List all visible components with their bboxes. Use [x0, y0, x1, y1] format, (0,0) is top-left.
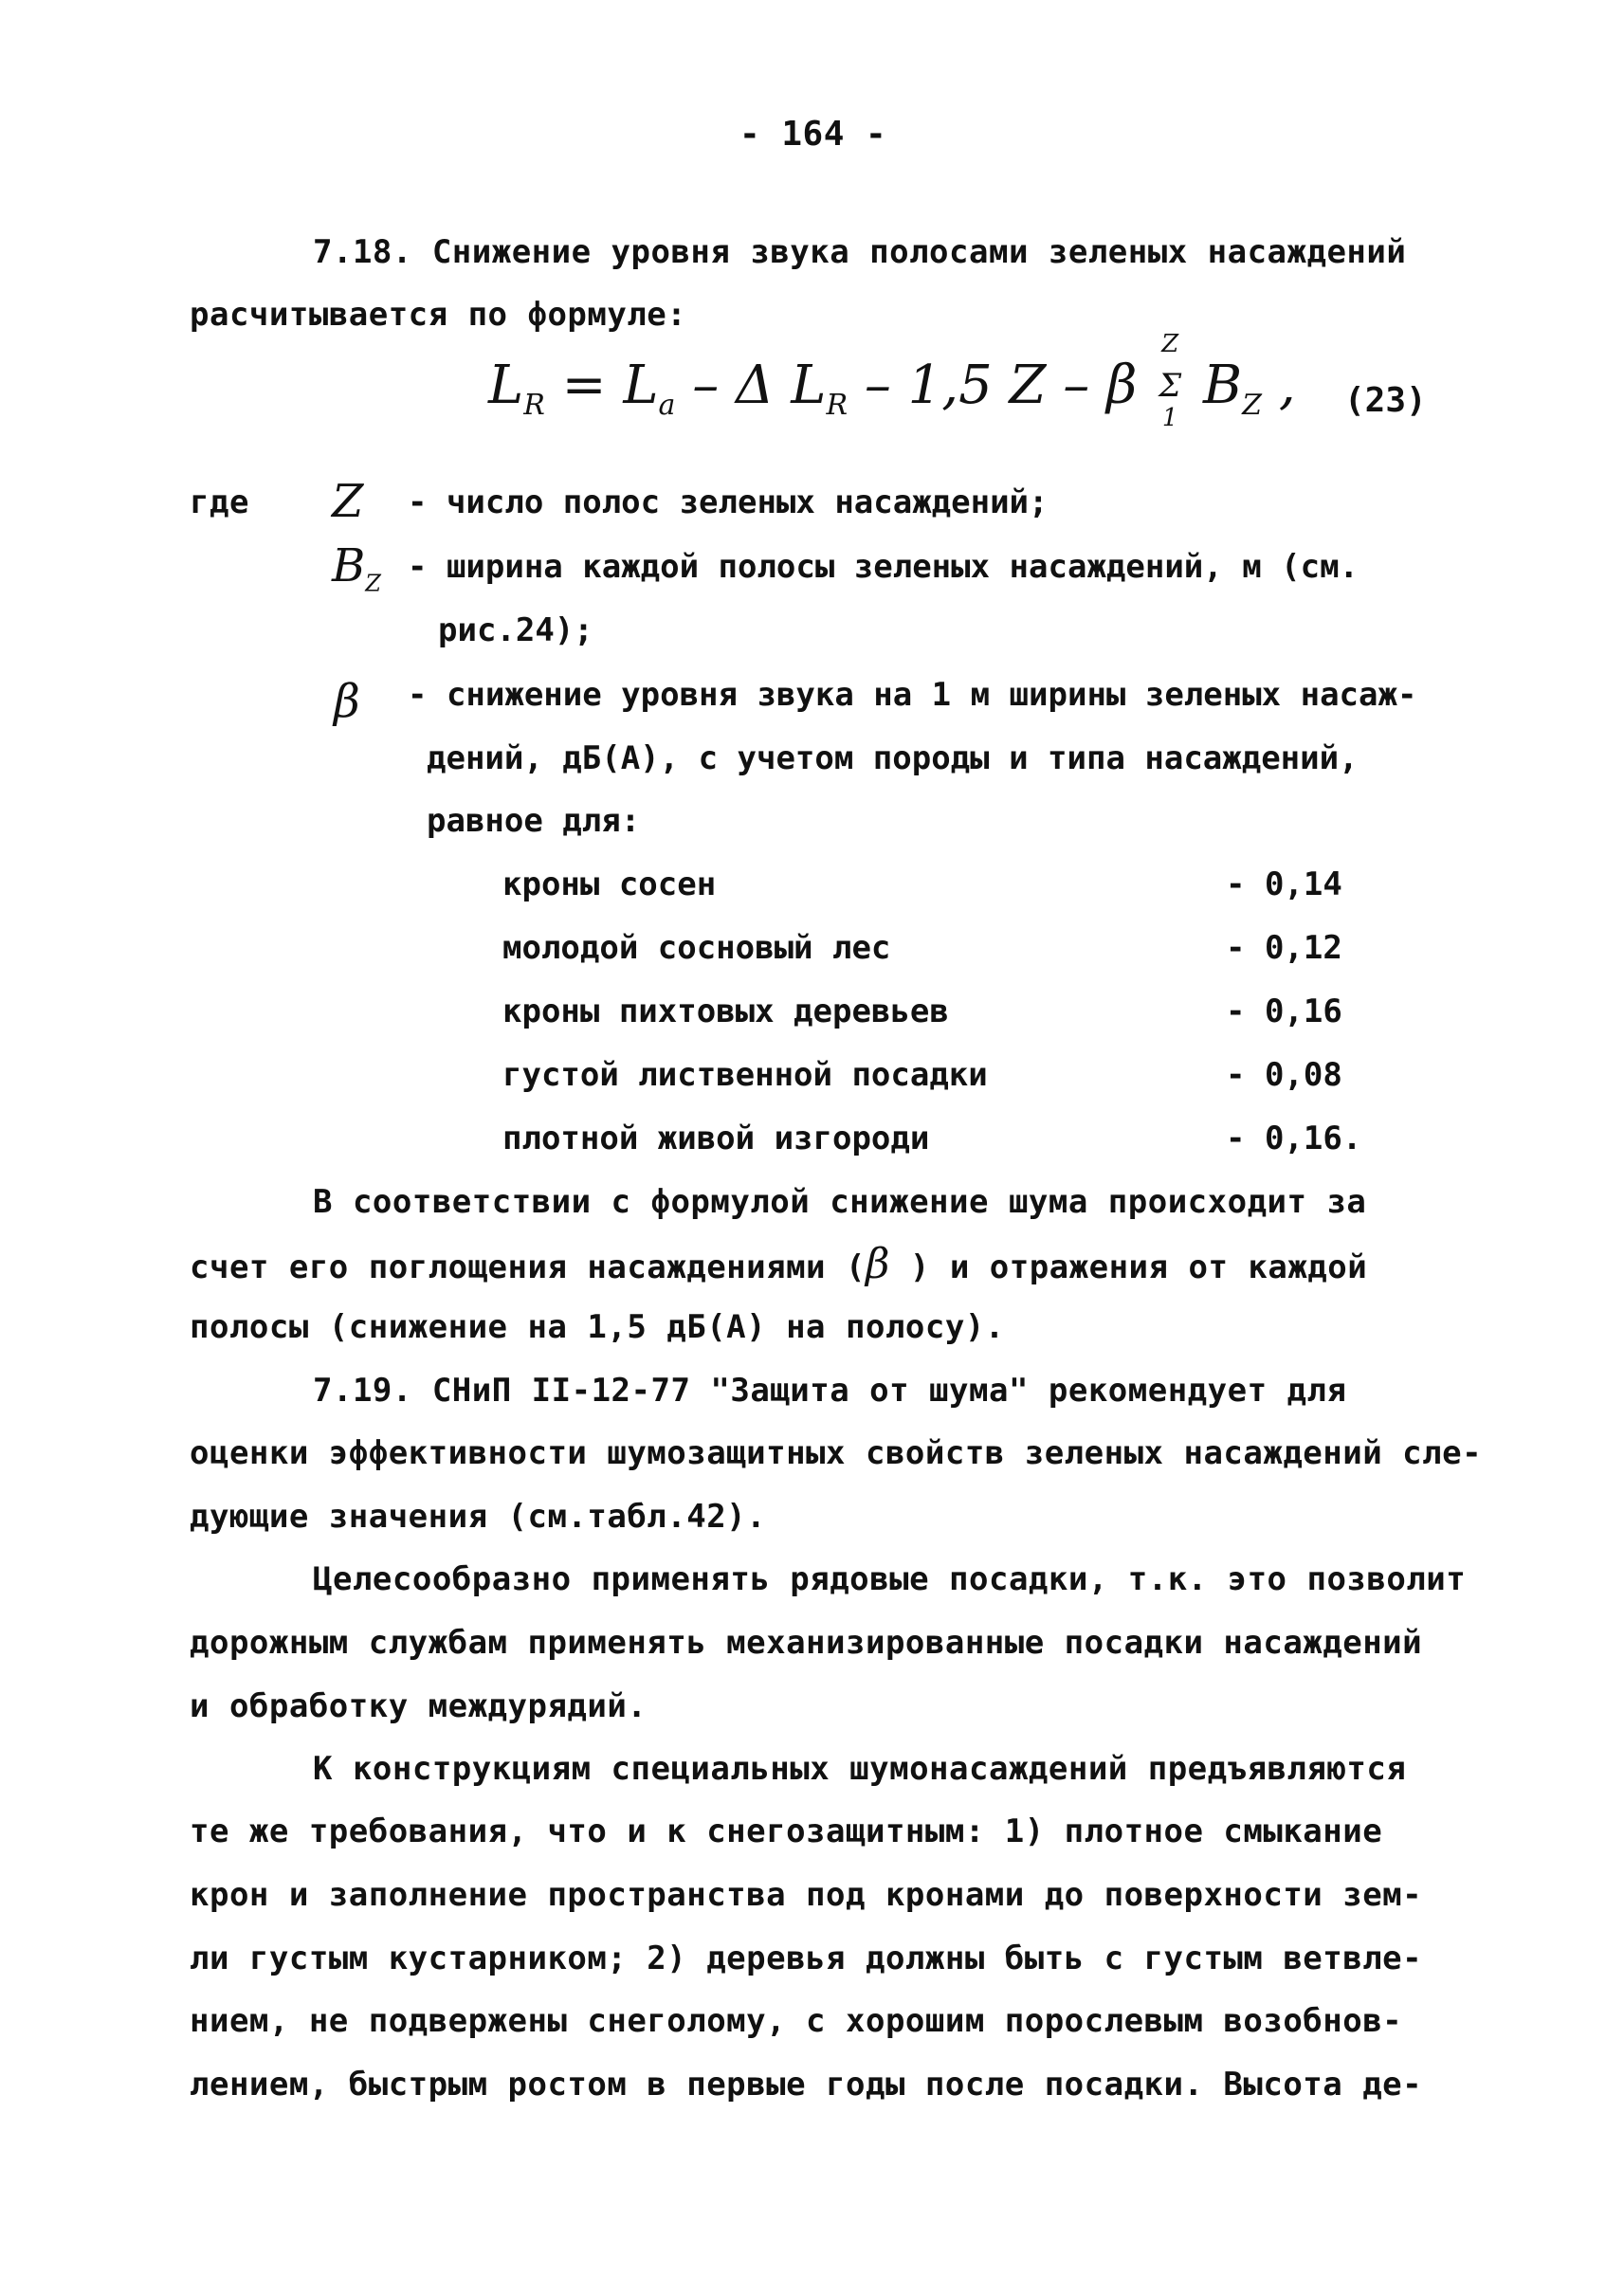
accordance-line-2 [190, 1240, 1368, 1288]
formula-delta-part: – Δ L [675, 355, 827, 416]
page-number: - 164 - [739, 115, 887, 154]
formula-end: , [1262, 355, 1296, 416]
constructions-line-4: ли густым кустарником; 2) деревья должны быть с густым ветвле- [190, 1940, 1423, 1977]
where-label: где [190, 483, 249, 521]
formula-sum-bottom: 1 [1161, 403, 1178, 432]
section-7-18-line-2: расчитывается по формуле: [190, 296, 687, 334]
formula-b-sub: Z [1242, 389, 1263, 423]
rows-line-1: Целесообразно применять рядовые посадки, т.к. это позволит [313, 1560, 1467, 1598]
rows-line-3: и обработку междурядий. [190, 1687, 648, 1725]
section-7-19-line-3: дующие значения (см.табл.42). [190, 1498, 767, 1536]
formula-rhs-a-sub: a [658, 389, 676, 423]
list-item-label: кроны сосен [502, 865, 717, 903]
constructions-line-6: лением, быстрым ростом в первые годы после посадки. Высота де- [190, 2066, 1423, 2104]
beta-symbol: β [334, 675, 360, 728]
accordance-line-2a: счет его поглощения насаждениями ( [190, 1248, 866, 1286]
list-item-value: - 0,12 [1226, 929, 1342, 967]
accordance-line-1: В соответствии с формулой снижение шума происходит за [313, 1183, 1367, 1221]
beta-description-line-3: равное для: [427, 802, 641, 840]
formula-sum-sign: Σ [1159, 366, 1182, 405]
list-item-label: плотной живой изгороди [502, 1120, 930, 1157]
formula-delta-sub: R [826, 389, 848, 423]
constructions-line-5: нием, не подвержены снеголому, с хорошим порослевым возобнов- [190, 2002, 1403, 2040]
formula-tail: – 1,5 Z – β [848, 355, 1155, 416]
beta-inline-symbol: β [865, 1240, 890, 1288]
list-item-value: - 0,08 [1226, 1056, 1342, 1094]
list-item-label: кроны пихтовых деревьев [502, 993, 949, 1030]
formula-lhs-sub: R [523, 389, 545, 423]
b-description-line-1: - ширина каждой полосы зеленых насаждений, м (см. [408, 548, 1359, 586]
b-symbol-letter: B [332, 539, 366, 592]
beta-description-line-1: - снижение уровня звука на 1 м ширины зеленых насаж- [408, 676, 1417, 714]
z-description: - число полос зеленых насаждений; [408, 483, 1049, 521]
list-item-value: - 0,14 [1226, 865, 1342, 903]
list-item-label: молодой сосновый лес [502, 929, 891, 967]
constructions-line-2: те же требования, что и к снегозащитным: 1) плотное смыкание [190, 1812, 1383, 1850]
b-symbol [332, 539, 381, 608]
formula-b: B [1203, 355, 1243, 416]
accordance-line-2b: ) и отражения от каждой [889, 1248, 1368, 1286]
formula-23 [488, 329, 1296, 439]
section-7-19-line-2: оценки эффективности шумозащитных свойств зеленых насаждений сле- [190, 1434, 1483, 1472]
formula-rhs-a: = L [561, 355, 659, 416]
formula-lhs: L [488, 355, 524, 416]
beta-description-line-2: дений, дБ(А), с учетом породы и типа насаждений, [427, 739, 1359, 777]
list-item-value: - 0,16 [1226, 993, 1342, 1030]
rows-line-2: дорожным службам применять механизированные посадки насаждений [190, 1624, 1423, 1662]
z-symbol: Z [332, 475, 364, 528]
formula-sum-top: Z [1161, 329, 1179, 358]
section-7-18-line-1: 7.18. Снижение уровня звука полосами зеленых насаждений [313, 233, 1407, 271]
constructions-line-3: крон и заполнение пространства под кронами до поверхности зем- [190, 1876, 1423, 1914]
accordance-line-3: полосы (снижение на 1,5 дБ(А) на полосу). [190, 1308, 1005, 1346]
section-7-19-line-1: 7.19. СНиП II-12-77 "Защита от шума" рекомендует для [313, 1372, 1347, 1410]
b-symbol-sub: Z [365, 570, 381, 597]
list-item-label: густой лиственной посадки [502, 1056, 988, 1094]
constructions-line-1: К конструкциям специальных шумонасаждений предъявляются [313, 1750, 1407, 1788]
list-item-value: - 0,16. [1226, 1120, 1362, 1157]
formula-sum [1154, 329, 1186, 432]
formula-number: (23) [1344, 381, 1427, 420]
b-description-line-2: рис.24); [438, 611, 593, 649]
